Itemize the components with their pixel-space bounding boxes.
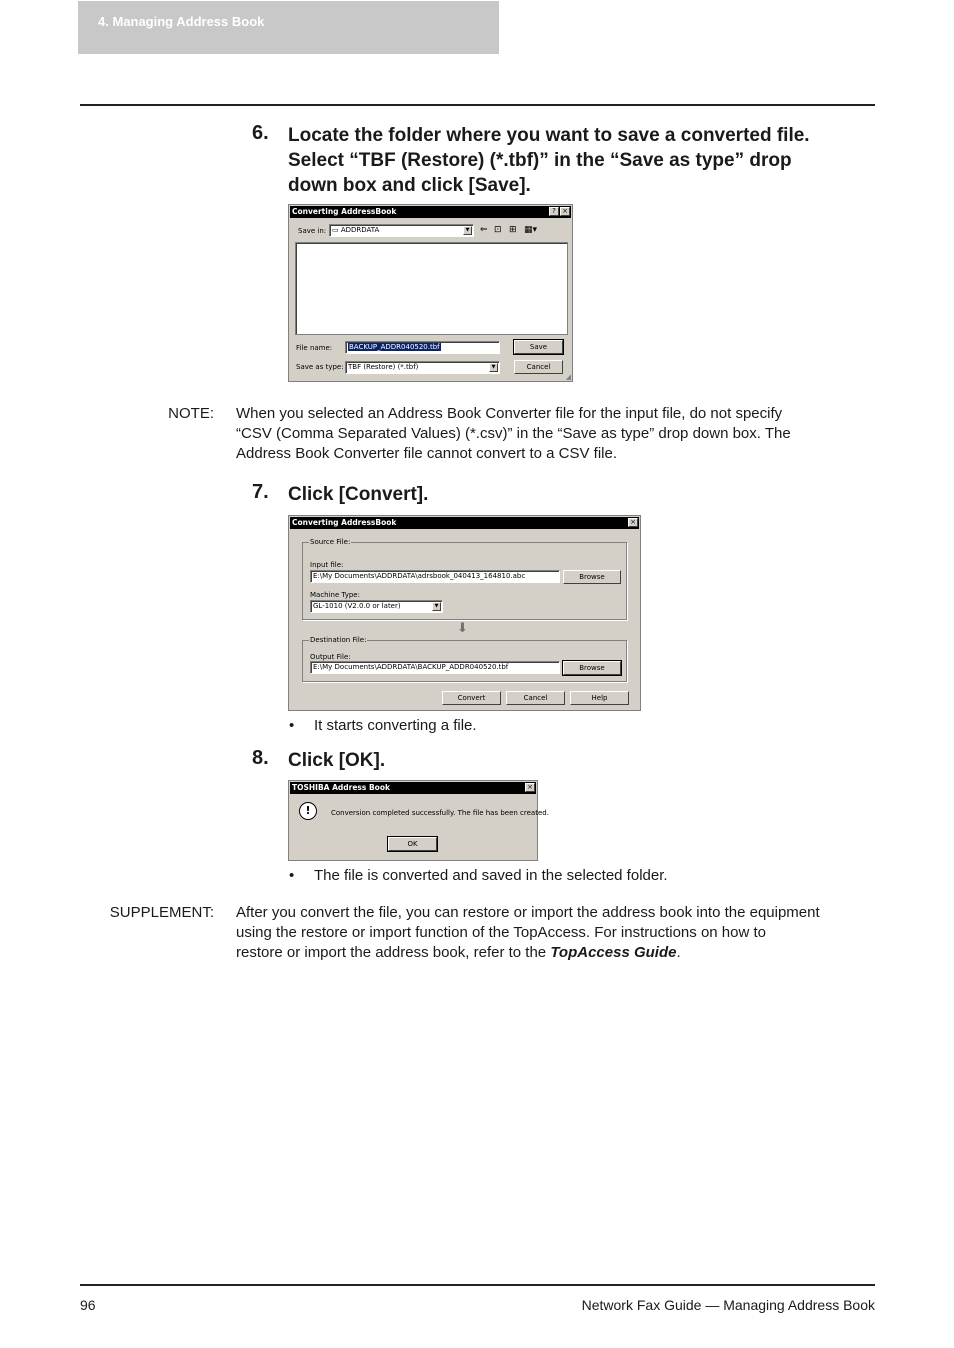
down-arrow-icon: ⬇ (457, 621, 468, 636)
step-6-number: 6. (252, 122, 269, 144)
topaccess-guide-reference: TopAccess Guide (550, 944, 677, 961)
ok-dialog-title: TOSHIBA Address Book (292, 783, 390, 792)
input-file-field[interactable]: E:\My Documents\ADDRDATA\adrsbook_040413_164810.abc (310, 570, 560, 583)
machine-type-value: GL-1010 (V2.0.0 or later) (313, 602, 401, 610)
info-icon: ! (299, 802, 317, 820)
supplement-line-3-prefix: restore or import the address book, refer to the (236, 944, 551, 961)
step-6-line-3: down box and click [Save]. (288, 175, 531, 196)
cancel-button[interactable]: Cancel (514, 360, 563, 374)
save-type-value: TBF (Restore) (*.tbf) (348, 363, 419, 371)
step-7-bullet-text: It starts converting a file. (314, 717, 477, 734)
step-8-bullet-text: The file is converted and saved in the selected folder. (314, 867, 668, 884)
step-7-text: Click [Convert]. (288, 484, 429, 505)
convert-dialog-titlebar (290, 517, 639, 529)
supplement-line-3-suffix: . (676, 944, 681, 961)
view-menu-icon[interactable]: ▦▾ (524, 225, 538, 235)
supplement-line-2: using the restore or import function of the TopAccess. For instructions on how to (236, 924, 766, 941)
section-header (78, 1, 499, 54)
resize-grip-icon[interactable]: ◢ (565, 373, 571, 381)
new-folder-icon[interactable]: ⊞ (509, 225, 517, 235)
back-icon[interactable]: ⇐ (480, 225, 488, 235)
convert-button[interactable]: Convert (442, 691, 501, 705)
input-browse-button[interactable]: Browse (563, 570, 621, 584)
bullet-icon: • (289, 717, 295, 734)
folder-icon: ▭ (332, 226, 341, 234)
section-title: 4. Managing Address Book (98, 14, 265, 29)
step-8-text: Click [OK]. (288, 750, 386, 771)
save-dialog-titlebar (290, 206, 571, 218)
chevron-down-icon: ▼ (463, 226, 472, 235)
bullet-icon: • (289, 867, 295, 884)
footer-title: Network Fax Guide — Managing Address Book (581, 1297, 875, 1313)
step-6-line-2: Select “TBF (Restore) (*.tbf)” in the “Save as type” drop (288, 150, 792, 171)
ok-dialog-message: Conversion completed successfully. The file has been created. (331, 809, 549, 817)
input-file-label: Input file: (310, 561, 344, 569)
supplement-line-3 (236, 943, 876, 963)
file-name-value: BACKUP_ADDR040520.tbf (349, 343, 440, 351)
step-7-number: 7. (252, 481, 269, 503)
help-button[interactable]: Help (570, 691, 629, 705)
step-8-bullet (289, 866, 668, 886)
close-icon[interactable]: × (525, 783, 535, 792)
output-file-field[interactable]: E:\My Documents\ADDRDATA\BACKUP_ADDR040520.tbf (310, 661, 560, 674)
cancel-button[interactable]: Cancel (506, 691, 565, 705)
note-label: NOTE: (168, 405, 214, 422)
source-file-label: Source File: (310, 538, 351, 546)
bottom-rule (80, 1284, 875, 1286)
chevron-down-icon: ▼ (489, 363, 498, 372)
note-line-3: Address Book Converter file cannot convert to a CSV file. (236, 445, 618, 462)
save-type-label: Save as type: (296, 363, 344, 371)
note-body (236, 404, 876, 464)
close-icon[interactable]: × (560, 207, 570, 216)
ok-dialog-titlebar (290, 782, 536, 794)
save-in-label: Save in: (298, 227, 327, 235)
step-6-line-1: Locate the folder where you want to save a converted file. (288, 125, 810, 146)
close-icon[interactable]: × (628, 518, 638, 527)
help-icon[interactable]: ? (549, 207, 559, 216)
output-browse-button[interactable]: Browse (563, 661, 621, 675)
note-line-1: When you selected an Address Book Converter file for the input file, do not specify (236, 405, 783, 422)
machine-type-label: Machine Type: (310, 591, 360, 599)
step-7-bullet (289, 716, 477, 736)
top-rule (80, 104, 875, 106)
step-6-text (288, 123, 810, 198)
save-dialog (288, 204, 573, 382)
file-name-label: File name: (296, 344, 333, 352)
save-in-value: ADDRDATA (340, 226, 380, 234)
supplement-line-1: After you convert the file, you can restore or import the address book into the equipment (236, 904, 820, 921)
save-button[interactable]: Save (514, 340, 563, 354)
file-list[interactable] (295, 242, 568, 335)
ok-button[interactable]: OK (388, 837, 437, 851)
save-type-dropdown[interactable] (345, 361, 500, 374)
destination-file-label: Destination File: (310, 636, 367, 644)
supplement-label: SUPPLEMENT: (109, 904, 214, 921)
file-name-input[interactable] (345, 341, 500, 354)
step-8-number: 8. (252, 747, 269, 769)
chevron-down-icon: ▼ (432, 602, 441, 611)
output-file-label: Output File: (310, 653, 351, 661)
supplement-body (236, 903, 876, 963)
convert-dialog-title: Converting AddressBook (292, 518, 397, 527)
up-folder-icon[interactable]: ⊡ (494, 225, 502, 235)
note-line-2: “CSV (Comma Separated Values) (*.csv)” in the “Save as type” drop down box. The (236, 425, 791, 442)
page-number: 96 (80, 1297, 96, 1313)
save-in-dropdown[interactable] (329, 224, 474, 237)
ok-dialog (288, 780, 549, 861)
machine-type-dropdown[interactable] (310, 600, 443, 613)
convert-dialog (288, 515, 641, 711)
save-dialog-title: Converting AddressBook (292, 207, 397, 216)
